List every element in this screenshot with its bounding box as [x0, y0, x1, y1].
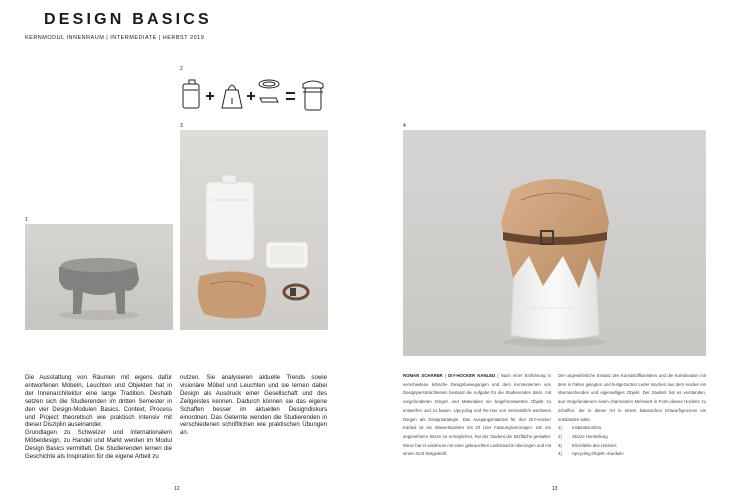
- project-text-column-1: [403, 372, 551, 459]
- inspiration-photo: [25, 224, 173, 330]
- intro-paragraph-2: Grundlagen zu Schweizer und internationalem Möbeldesign, zu Handel und Markt werden im Modul Design Basics vermittelt. Die Studierenden lernen die Geschichte als Inspiration für die eigene Arbeit zu: [25, 429, 172, 461]
- project-title: DIY-HOCKER KANLED: [448, 373, 496, 378]
- project-paragraph-1: ROMAN SCHÄRER | DIY-HOCKER KANLED | Nach einer Einführung in verschiedene kritische Designbewegungen und dem Kennenlernen von Designpersönlichkeiten bestand die Aufgabe für die Studierenden darin, mit vorgefundenen Dingen und Materialien ein begehrenswertes Objekt zu entwerfen und zu bauen. Upcycling und Re-Use von vermeintlich wertlosen Dingen als Designstrategie. Das Ausgangsmaterial für den DIY-Hocker Kanled ist ein Wasserkanister mit 20 Liter Fassungsvermögen. Um ein angenehmes Sitzen zu ermöglichen, hat der Student die Sitzfläche gestaltet. Diese hat er wiederum mit einer gebrauchten Ledertasche überzogen und mit einem Gurt festgestellt.: [403, 373, 551, 457]
- figure-1-number: 1: [25, 217, 28, 223]
- caption-item: 1) Inspirationsfoto: [558, 425, 602, 431]
- page-number-left: 12: [174, 486, 180, 492]
- intro-paragraph-1: Die Ausstattung von Räumen mit eigens dafür entworfenen Möbeln, Leuchten und Objekten hat in der Innenarchitektur eine lange Tradition. Deshalb setzen sich die Studierenden im dritten Semester in den vier Design-Modulen Basics, Context, Process und Project theoretisch wie praktisch intensiv mit dieser Disziplin auseinander.: [25, 374, 172, 429]
- page-subtitle: KERNMODUL INNENRAUM | INTERMEDIATE | HERBST 2019: [25, 35, 205, 41]
- kanled-stool-photo: [403, 130, 706, 356]
- stool-components-photo: [180, 130, 328, 330]
- caption-item: 2) Skizze Herstellung: [558, 433, 608, 439]
- figure-4-number: 4: [403, 123, 406, 129]
- intro-text-column-2: [180, 374, 327, 437]
- project-paragraph-2: Der ungewöhnliche Einsatz des Kunststoffkanisters und die Kombination mit dem in Falten gelegten und festgezurrten Leder machen aus dem Hocker ein überraschendes und eigenwilliges Objekt. Der Student hat es verstanden, aus Vorgefundenem einen charmanten Mehrwert in Form dieses Hockers zu schaffen, der in dieser Art in einem klassischen Entwurfsprozess nie entstanden wäre.: [558, 373, 706, 422]
- intro-text-column-1: [25, 374, 172, 461]
- caption-item: 4) Upcycling-Objekt «Kanled»: [558, 451, 624, 457]
- figure-caption-list: [558, 424, 706, 459]
- page-title: DESIGN BASICS: [44, 11, 212, 28]
- project-description: Nach einer Einführung in verschiedene kritische Designbewegungen und dem Kennenlernen von Designpersönlichkeiten bestand die Aufgabe für die Studierenden darin, mit vorgefundenen Dingen und Materialien ein begehrenswertes Objekt zu entwerfen und zu bauen. Upcycling und Re-Use von vermeintlich wertlosen Dingen als Designstrategie. Das Ausgangsmaterial für den DIY-Hocker Kanled ist ein Wasserkanister mit 20 Liter Fassungsvermögen. Um ein angenehmes Sitzen zu ermöglichen, hat der Student die Sitzfläche gestaltet. Diese hat er wiederum mit einer gebrauchten Ledertasche überzogen und mit einem Gurt festgestellt.: [403, 373, 551, 457]
- page-number-right: 13: [552, 486, 558, 492]
- manufacturing-sketch: [180, 72, 330, 116]
- project-text-column-2: [558, 372, 706, 459]
- figure-2-number: 2: [180, 66, 183, 72]
- figure-3-number: 3: [180, 123, 183, 129]
- caption-item: 3) Einzelteile des Hockers: [558, 442, 617, 448]
- intro-paragraph-3: nutzen. Sie analysieren aktuelle Trends sowie visionäre Möbel und Leuchten und sie lernen dabei Design als Ausdruck einer Gesellschaft und des Zeitgeistes kennen. Dadurch können sie das eigene Schaffen besser im aktuellen Designdiskurs einordnen. Das Gelernte wenden die Studierenden in verschiedenen schriftlichen wie praktischen Übungen an.: [180, 374, 327, 437]
- project-author: ROMAN SCHÄRER: [403, 373, 443, 378]
